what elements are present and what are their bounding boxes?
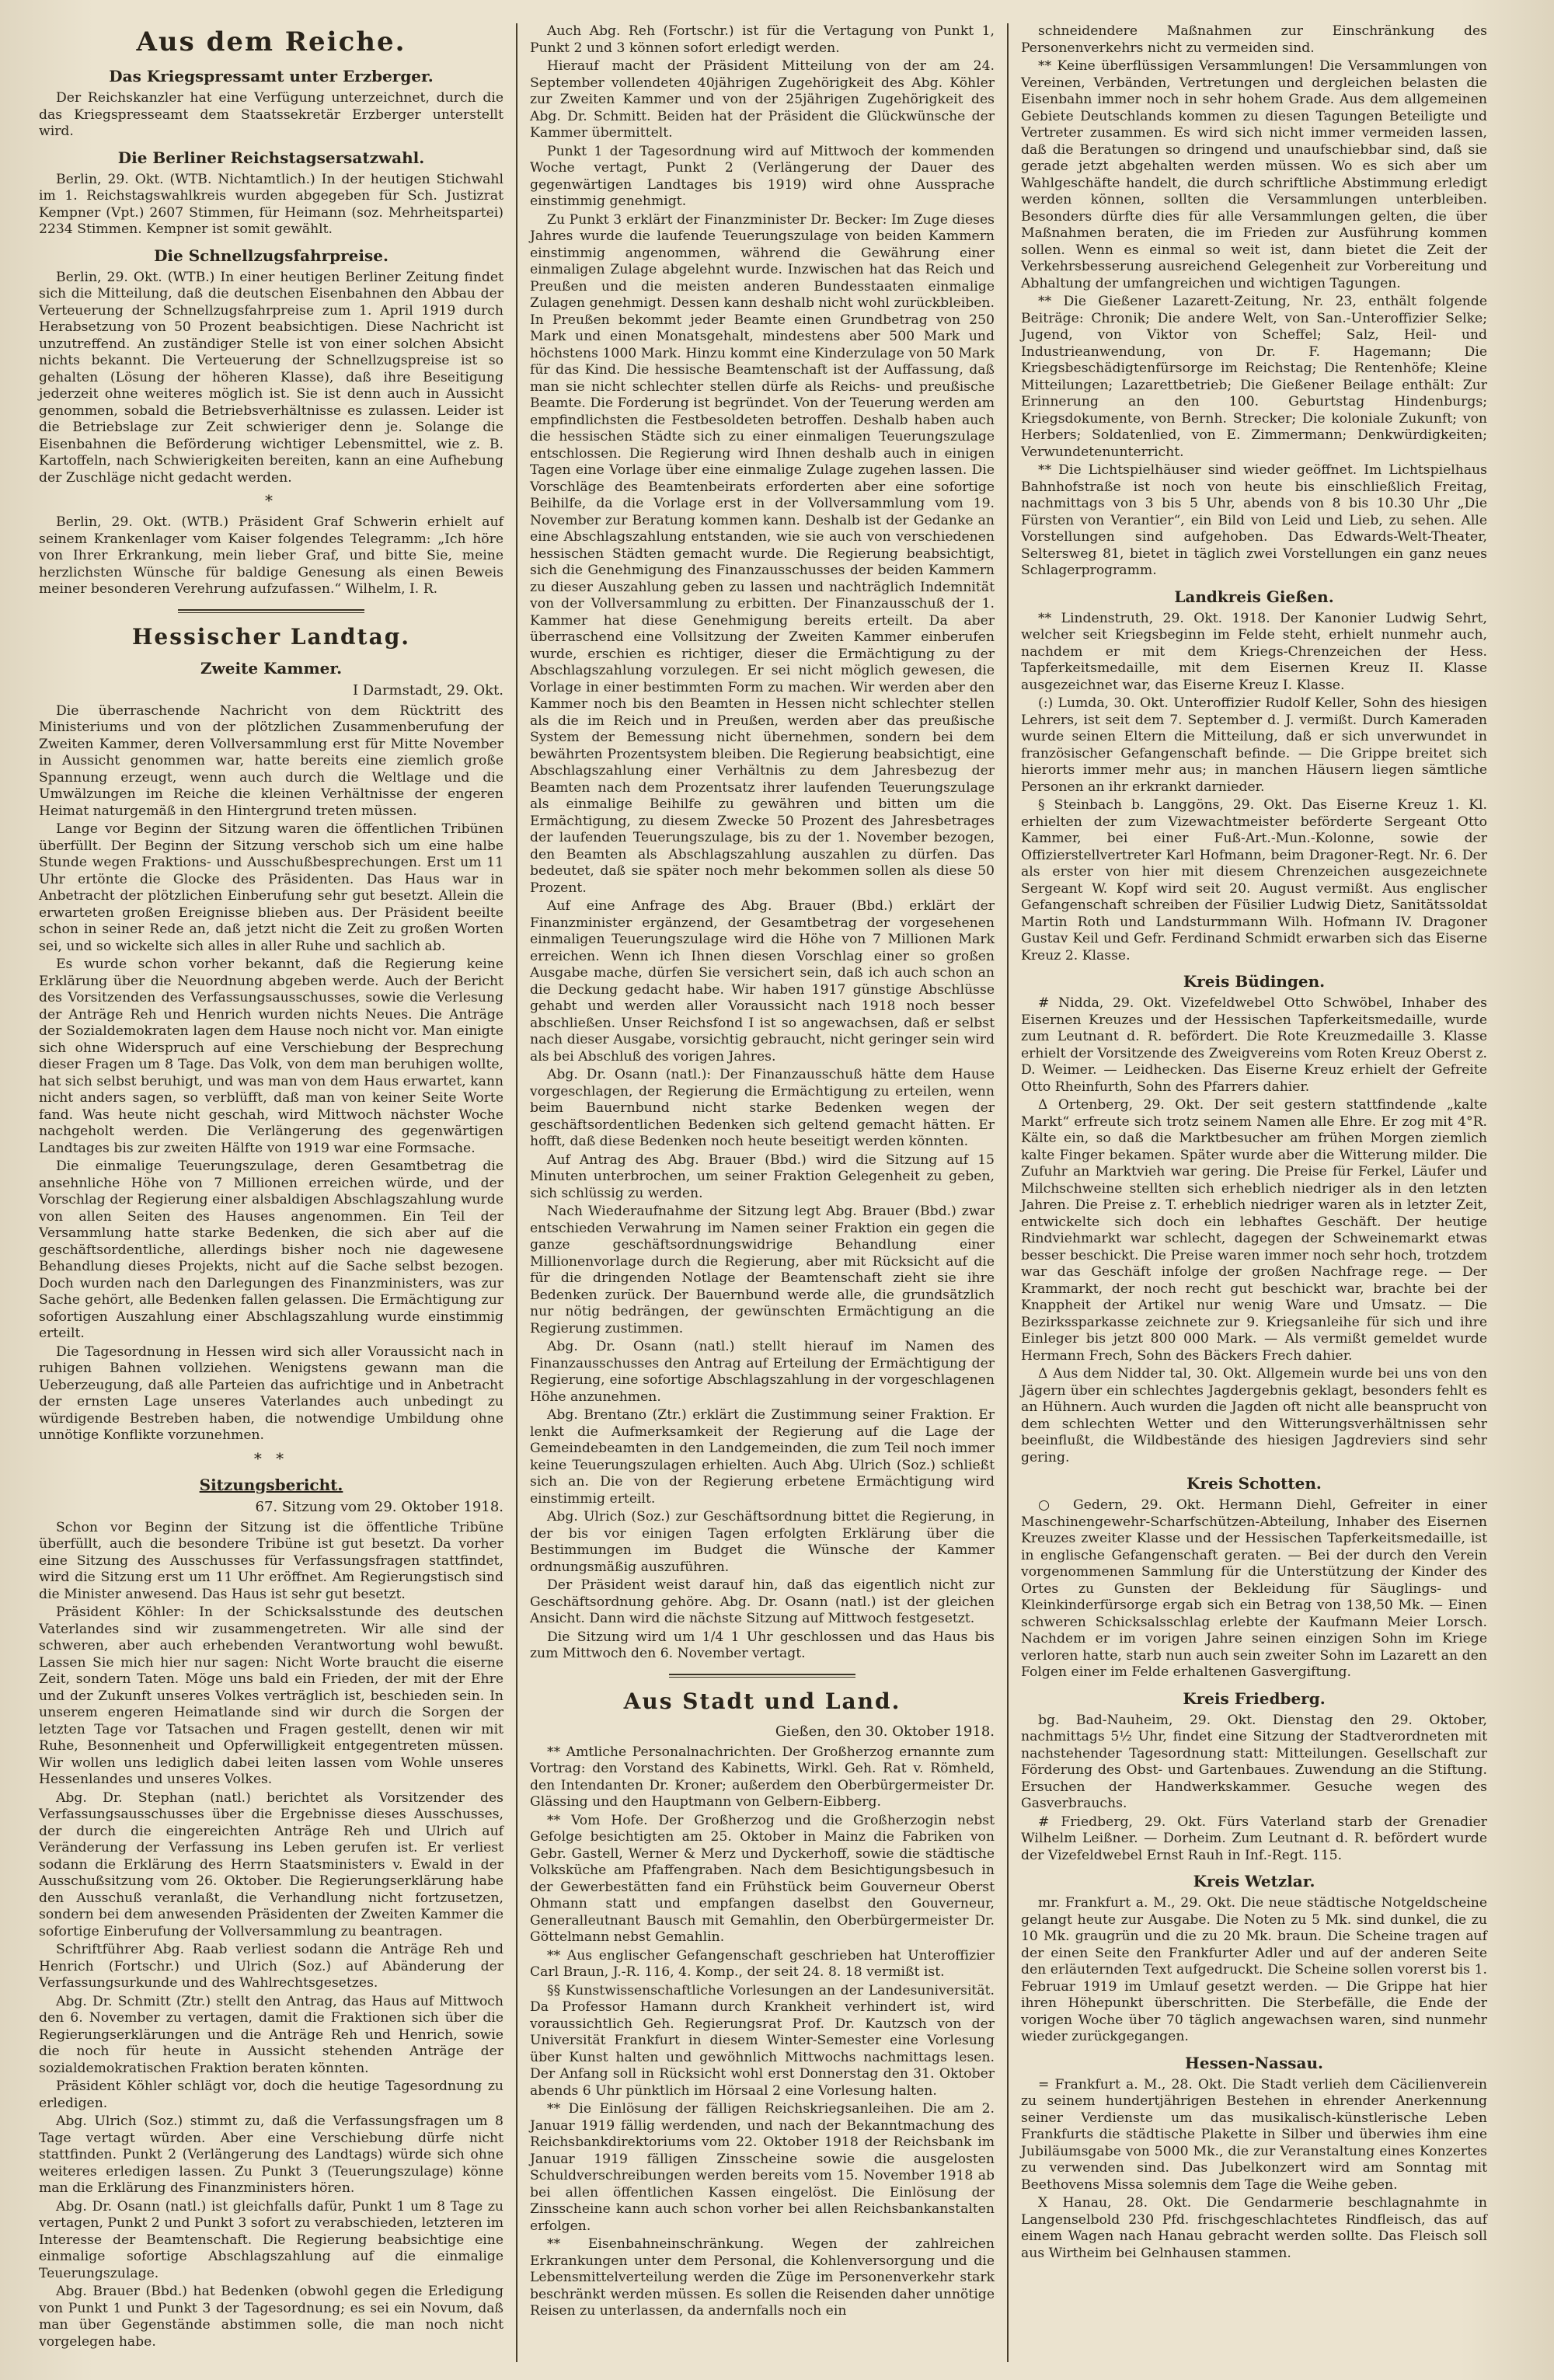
article-paragraph: Lange vor Beginn der Sitzung waren die öffentlichen Tribünen überfüllt. Der Beginn der Sitzung verschob sich um eine halbe Stunde wegen Fraktions- und Ausschußbesprechungen. Erst um 11 Uhr ertönte die Glocke des Präsidenten. Das Haus war in Anbetracht der plötzlichen Einberufung sehr gut besetzt. Allein die erwarteten großen Ereignisse blieben aus. Der Präsident beeilte schon in seiner Rede an, daß jetzt nicht die Zeit zu großen Worten sei, und so wickelte sich alles in aller Ruhe und sachlich ab.	[39, 821, 503, 954]
article-paragraph: Es wurde schon vorher bekannt, daß die Regierung keine Erklärung über die Neuordnung abgeben werde. Auch der Bericht des Vorsitzenden des Verfassungsausschusses, sowie die Verlesung der Anträge Reh und Henrich wurden nichts Neues. Die Anträge der Sozialdemokraten lagen dem Hause noch nicht vor. Man einigte sich ohne Widerspruch auf eine Verschiebung der Besprechung dieser Fragen um 8 Tage. Das Volk, von dem man beruhigen wollte, hat sich selbst beruhigt, und was man von dem Haus erwartet, kann nicht anders sagen, so verblüfft, daß man von keiner Seite Worte fand. Was heute nicht geschah, wird Mittwoch nächster Woche nachgeholt werden. Die Verlängerung des gegenwärtigen Landtages bis zur zweiten Hälfte von 1919 war eine Formsache.	[39, 957, 503, 1156]
article-paragraph: Die Tagesordnung in Hessen wird sich aller Voraussicht nach in ruhigen Bahnen vollziehen. Wenigstens gewann man die Ueberzeugung, daß alle Parteien das aufrichtige und in Anbetracht der ernsten Lage unseres Vaterlandes auch unbedingt zu würdigende Bestreben haben, die notwendige Umbildung ohne unnötige Konflikte vorzunehmen.	[39, 1343, 503, 1443]
subheading: Kreis Friedberg.	[1183, 1688, 1326, 1708]
article-paragraph: Abg. Ulrich (Soz.) stimmt zu, daß die Verfassungsfragen um 8 Tage vertagt würden. Aber eine Verschiebung dürfe nicht stattfinden. Punkt 2 (Verlängerung des Landtags) würde sich ohne weiteres erledigen lassen. Zu Punkt 3 (Teuerungszulage) könne man die Erklärung des Finanzministers hören.	[39, 2113, 503, 2196]
article-paragraph: Berlin, 29. Okt. (WTB.) Präsident Graf Schwerin erhielt auf seinem Krankenlager vom Kaiser folgendes Telegramm: „Ich höre von Ihrer Erkrankung, mein lieber Graf, und bitte Sie, meine herzlichsten Wünsche für baldige Genesung als einen Beweis meiner besonderen Verehrung aufzufassen.“ Wilhelm, I. R.	[39, 514, 503, 597]
article-paragraph: = Frankfurt a. M., 28. Okt. Die Stadt verlieh dem Cäcilienverein zu seinem hundertjährigen Bestehen in ehrender Anerkennung seiner Verdienste um das musikalisch-künstlerische Leben Frankfurts die städtische Plakette in Silber und überwies ihm eine Jubiläumsgabe von 5000 Mk., die zur Veranstaltung eines Konzertes zu verwenden sind. Das Jubelkonzert wird am Sonntag mit Beethovens Missa solemnis dem Tage die Weihe geben.	[1021, 2076, 1487, 2193]
subheading: Die Berliner Reichstagsersatzwahl.	[117, 148, 425, 167]
article-paragraph: Nach Wiederaufnahme der Sitzung legt Abg. Brauer (Bbd.) zwar entschieden Verwahrung im Namen seiner Fraktion ein gegen die ganze geschäftsordnungswidrige Behandlung einer Millionenvorlage durch die Regierung, aber mit Rücksicht auf die für die dringenden Notlage der Beamtenschaft zieht sie ihre Bedenken zurück. Der Bauernbund werde alle, die grundsätzlich nur nötig bedrängen, der gewünschten Ermächtigung an die Regierung zustimmen.	[530, 1204, 995, 1336]
article-paragraph: Der Präsident weist darauf hin, daß das eigentlich nicht zur Geschäftsordnung gehöre. Abg. Dr. Osann (natl.) ist der gleichen Ansicht. Dann wird die nächste Sitzung auf Mittwoch festgesetzt.	[530, 1577, 995, 1626]
article-paragraph: # Nidda, 29. Okt. Vizefeldwebel Otto Schwöbel, Inhaber des Eisernen Kreuzes und der Hessischen Tapferkeitsmedaille, wurde zum Leutnant d. R. befördert. Die Rote Kreuzmedaille 3. Klasse erhielt der Vorsitzende des Zweigvereins vom Roten Kreuz Oberst z. D. Weimer. — Leidhecken. Das Eiserne Kreuz erhielt der Gefreite Otto Rheinfurth, Sohn des Pfarrers dahier.	[1021, 995, 1487, 1095]
subheading: Kreis Büdingen.	[1183, 972, 1326, 991]
subheading: Kreis Schotten.	[1186, 1474, 1322, 1493]
article-paragraph: Abg. Dr. Stephan (natl.) berichtet als Vorsitzender des Verfassungsausschusses über die Ergebnisse dieses Ausschusses, der durch die eingereichten Anträge Reh und Ulrich auf Veränderung der Verfassung ins Leben gerufen ist. Er verliest sodann die Erklärung des Herrn Staatsministers v. Ewald in der Ausschußsitzung vom 26. Oktober. Die Regierungserklärung habe den Ausschuß veranlaßt, die Verhandlung nicht fortzusetzen, sondern bei dem anwesenden Präsidenten der Zweiten Kammer die sofortige Einberufung der Vollversammlung zu beantragen.	[39, 1789, 503, 1939]
article-paragraph: ** Die Lichtspielhäuser sind wieder geöffnet. Im Lichtspielhaus Bahnhofstraße ist noch von heute bis einschließlich Freitag, nachmittags von 3 bis 5 Uhr, abends von 8 bis 10.30 Uhr „Die Fürsten von Verantier“, ein Bild von Leid und Lieb, zu sehen. Alle Vorstellungen sind aufgehoben. Das Edwards-Welt-Theater, Seltersweg 81, bietet in täglich zwei Vorstellungen ein ganz neues Schlagerprogramm.	[1021, 462, 1487, 578]
article-paragraph: Δ Aus dem Nidder tal, 30. Okt. Allgemein wurde bei uns von den Jägern über ein schlechtes Jagdergebnis geklagt, besonders fehlt es an Hühnern. Auch wurden die Jagden oft nicht alle beansprucht von dem schlechten Wetter und den Witterungsverhältnissen sehr beeinflußt, die Wildbestände des hiesigen Jagdreviers sind sehr gering.	[1021, 1366, 1487, 1465]
divider-rule	[669, 1674, 855, 1678]
article-paragraph: ** Eisenbahneinschränkung. Wegen der zahlreichen Erkrankungen unter dem Personal, die Kohlenversorgung und die Lebensmittelverteilung werden die Züge im Personenverkehr stark beschränkt werden müssen. Es sollen die Reisenden daher unnötige Reisen zu unterlassen, da andernfalls noch ein	[530, 2236, 995, 2319]
article-paragraph: ** Die Einlösung der fälligen Reichskriegsanleihen. Die am 2. Januar 1919 fällig werdenden, und nach der Bekanntmachung des Reichsbankdirektoriums vom 22. Oktober 1918 der Reichsbank im Januar 1919 fälligen Zinsscheine sowie die ausgelosten Schuldverschreibungen werden bereits vom 15. November 1918 ab bei allen öffentlichen Kassen eingelöst. Die Einlösung der Zinsscheine kann auch schon vorher bei allen Reichsbankanstalten erfolgen.	[530, 2101, 995, 2234]
article-paragraph: Hierauf macht der Präsident Mitteilung von der am 24. September vollendeten 40jährigen Zugehörigkeit des Abg. Köhler zur Zweiten Kammer und von der 25jährigen Zugehörigkeit des Abg. Dr. Schmitt. Beiden hat der Präsident die Glückwünsche der Kammer übermittelt.	[530, 58, 995, 141]
article-paragraph: Berlin, 29. Okt. (WTB.) In einer heutigen Berliner Zeitung findet sich die Mitteilung, daß die deutschen Eisenbahnen den Abbau der Verteuerung der Schnellzugsfahrpreise zum 1. April 1919 durch Herabsetzung von 50 Prozent beabsichtigen. Diese Nachricht ist unzutreffend. An zuständiger Stelle ist von einer solchen Absicht nichts bekannt. Die Verteuerung der Schnellzugspreise ist so gehalten (Lösung der höheren Klasse), daß ihre Beseitigung jederzeit ohne weiteres möglich ist. Sie ist denn auch in Aussicht genommen, sobald die Betriebsverhältnisse es zulassen. Leider ist die Betriebslage zur Zeit schwieriger denn je. Solange die Eisenbahnen die Beförderung wichtiger Lebensmittel, wie z. B. Kartoffeln, nach Schwierigkeiten bereiten, kann an eine Aufhebung der Zuschläge nicht gedacht werden.	[39, 269, 503, 486]
article-paragraph: Abg. Dr. Osann (natl.) stellt hierauf im Namen des Finanzausschusses den Antrag auf Erteilung der Ermächtigung der Regierung, eine sofortige Abschlagszahlung in der vorgeschlagenen Höhe anzunehmen.	[530, 1339, 995, 1405]
article-paragraph: Zu Punkt 3 erklärt der Finanzminister Dr. Becker: Im Zuge dieses Jahres wurde die laufende Teuerungszulage von beiden Kammern einstimmig angenommen, während die Gewährung einer einmaligen Zulage abgelehnt wurde. Inzwischen hat das Reich und Preußen und die meisten anderen Bundesstaaten einmalige Zulagen genehmigt. Dessen kann deshalb nicht wohl zurückbleiben. In Preußen bekommt jeder Beamte einen Grundbetrag von 250 Mark und einen Monatsgehalt, mindestens aber 500 Mark und höchstens 1000 Mark. Hinzu kommt eine Kinderzulage von 50 Mark für das Kind. Die hessische Beamtenschaft ist der Auffassung, daß man sie nicht schlechter stellen dürfe als Reichs- und preußische Beamte. Die Forderung ist begründet. Von der Teuerung werden am empfindlichsten die Festbesoldeten betroffen. Deshalb haben auch die hessischen Städte sich zu einer einmaligen Teuerungszulage entschlossen. Die Regierung wird Ihnen deshalb auch in einigen Tagen eine Vorlage über eine einmalige Zulage zugehen lassen. Die Vorschläge des Beamtenbeirats erforderten aber eine sofortige Beihilfe, da die Vorlage erst in der Vollversammlung vom 19. November zur Beratung kommen kann. Deshalb ist der Gedanke an eine Abschlagszahlung entstanden, wie sie auch von verschiedenen hessischen Städten gemacht wurde. Die Regierung beabsichtigt, sich die Genehmigung des Finanzausschusses der beiden Kammern zu dieser Auszahlung geben zu lassen und nachträglich Indemnität von der Vollversammlung zu erbitten. Der Finanzausschuß der 1. Kammer hat diese Genehmigung bereits erteilt. Da aber überraschend eine Vollsitzung der Zweiten Kammer einberufen wurde, erschien es richtiger, dieser die Ermächtigung zu der Abschlagszahlung vorzulegen. Er sei nicht möglich gewesen, die Vorlage in einer bestimmten Form zu machen. Wir werden aber den Kammer noch bis den Beamten in Hessen nicht schlechter stellen als die im Reich und in Preußen, werden aber das preußische System der Bemessung nicht übernehmen, sondern bei dem bewährten Prozentsystem bleiben. Die Regierung beabsichtigt, eine Abschlagszahlung einer Verhältnis zu dem Jahresbezug der Beamten nach dem Prozentsatz ihrer laufenden Teuerungszulage als einmalige Beihilfe zu gewähren und bitten um die Ermächtigung, zu diesem Zwecke 50 Prozent des Jahresbetrages der laufenden Teuerungszulage, bis zu der 1. November bezogen, den Beamten als Abschlagszahlung auszahlen zu dürfen. Das bedeutet, daß sie später noch mehr bekommen sollen als diese 50 Prozent.	[530, 211, 995, 896]
article-paragraph: mr. Frankfurt a. M., 29. Okt. Die neue städtische Notgeldscheine gelangt heute zur Ausgabe. Die Noten zu 5 Mk. sind dunkel, die zu 10 Mk. graugrün und die zu 20 Mk. braun. Die Scheine tragen auf der einen Seite den Frankfurter Adler und auf der anderen Seite den erläuternden Text aufgedruckt. Die Scheine sollen vorerst bis 1. Februar 1919 im Umlauf gesetzt werden. — Die Grippe hat hier ihren Höhepunkt überschritten. Die Sterbefälle, die Ende der vorigen Woche über 70 täglich angewachsen waren, sind nunmehr wieder zurückgegangen.	[1021, 1895, 1487, 2044]
article-paragraph: Abg. Dr. Osann (natl.) ist gleichfalls dafür, Punkt 1 um 8 Tage zu vertagen, Punkt 2 und Punkt 3 sofort zu verabschieden, letzteren im Interesse der Beamtenschaft. Die Regierung beabsichtige eine einmalige sofortige Abschlagszahlung auf die einmalige Teuerungszulage.	[39, 2198, 503, 2281]
article-paragraph: Der Reichskanzler hat eine Verfügung unterzeichnet, durch die das Kriegspresseamt dem Staatssekretär Erzberger unterstellt wird.	[39, 90, 503, 139]
divider-rule	[178, 609, 364, 613]
subheading: Sitzungsbericht.	[199, 1475, 343, 1494]
article-paragraph: Abg. Dr. Schmitt (Ztr.) stellt den Antrag, das Haus auf Mittwoch den 6. November zu vertagen, damit die Fraktionen sich über die Regierungserklärungen und die Anträge Reh und Henrich, sowie die noch für heute in Aussicht stehenden Anträge der sozialdemokratischen Fraktion beraten könnten.	[39, 1993, 503, 2076]
article-paragraph: ** Lindenstruth, 29. Okt. 1918. Der Kanonier Ludwig Sehrt, welcher seit Kriegsbeginn im Felde steht, erhielt nunmehr auch, nachdem er mit dem Kriegs-Chrenzeichen der Hess. Tapferkeitsmedaille, mit dem Eisernen Kreuz II. Klasse ausgezeichnet war, das Eiserne Kreuz I. Klasse.	[1021, 610, 1487, 693]
subheading: Zweite Kammer.	[200, 658, 343, 678]
section-heading: Hessischer Landtag.	[131, 623, 411, 650]
section-separator: * *	[253, 1448, 289, 1468]
column-middle	[517, 23, 1009, 2362]
article-paragraph: Δ Ortenberg, 29. Okt. Der seit gestern stattfindende „kalte Markt“ erfreute sich trotz seinem Namen alle Ehre. Er zog mit 4°R. Kälte ein, so daß die Marktbesucher am frühen Morgen ziemlich kalte Finger bekamen. Später wurde aber die Witterung milder. Die Zufuhr an Marktvieh war gering. Die Preise für Ferkel, Läufer und Milchschweine stellten sich erheblich niedriger als in den letzten Jahren. Die Preise z. T. erheblich niedriger waren als in letzter Zeit, entwickelte sich doch ein lebhaftes Geschäft. Der heutige Rindviehmarkt war schlecht, dagegen der Schweinemarkt etwas besser beschickt. Die Preise waren immer noch sehr hoch, trotzdem war das Geschäft infolge der großen Nachfrage rege. — Der Krammarkt, der noch recht gut beschickt war, brachte bei der Knappheit der Artikel nur wenig Ware und Umsatz. — Die Bezirkssparkasse zeichnete zur 9. Kriegsanleihe für sich und ihre Einleger bis jetzt 800 000 Mark. — Als vermißt gemeldet wurde Hermann Frech, Sohn des Bäckers Frech dahier.	[1021, 1097, 1487, 1364]
article-paragraph: Auf Antrag des Abg. Brauer (Bbd.) wird die Sitzung auf 15 Minuten unterbrochen, um seiner Fraktion Gelegenheit zu geben, sich schlüssig zu werden.	[530, 1152, 995, 1201]
article-paragraph: # Friedberg, 29. Okt. Fürs Vaterland starb der Grenadier Wilhelm Leißner. — Dorheim. Zum Leutnant d. R. befördert wurde der Vizefeldwebel Ernst Rauh in Inf.-Regt. 115.	[1021, 1814, 1487, 1863]
subheading: Die Schnellzugsfahrpreise.	[154, 246, 388, 265]
article-paragraph: Auch Abg. Reh (Fortschr.) ist für die Vertagung von Punkt 1, Punkt 2 und 3 können sofort erledigt werden.	[530, 23, 995, 56]
article-paragraph: Abg. Dr. Osann (natl.): Der Finanzausschuß hätte dem Hause vorgeschlagen, der Regierung die Ermächtigung zu erteilen, wenn beim Bauernbund nicht starke Bedenken wegen der geschäftsordentlichen Bedenken sich geltend gemacht hätten. Er hofft, daß diese Bedenken noch heute beseitigt werden könnten.	[530, 1067, 995, 1149]
column-right	[1009, 23, 1500, 2362]
article-paragraph: Schon vor Beginn der Sitzung ist die öffentliche Tribüne überfüllt, auch die besondere Tribüne ist gut besetzt. Da vorher eine Sitzung des Ausschusses für Verfassungsfragen stattfindet, wird die Sitzung erst um 11 Uhr eröffnet. Am Regierungstisch sind die Minister anwesend. Das Haus ist sehr gut besetzt.	[39, 1519, 503, 1602]
article-paragraph: (:) Lumda, 30. Okt. Unteroffizier Rudolf Keller, Sohn des hiesigen Lehrers, ist seit dem 7. September d. J. vermißt. Durch Kameraden wurde seinen Eltern die Mitteilung, daß er sich unverwundet in französischer Gefangenschaft befinde. — Die Grippe breitet sich hierorts immer mehr aus; in manchen Häusern liegen sämtliche Personen an ihr erkrankt darnieder.	[1021, 695, 1487, 795]
article-paragraph: ** Amtliche Personalnachrichten. Der Großherzog ernannte zum Vortrag: den Vorstand des Kabinetts, Wirkl. Geh. Rat v. Römheld, den Intendanten Dr. Kroner; außerdem den Oberbürgermeister Dr. Glässing und den Hauptmann von Gelbern-Eibberg.	[530, 1744, 995, 1810]
article-paragraph: Berlin, 29. Okt. (WTB. Nichtamtlich.) In der heutigen Stichwahl im 1. Reichstagswahlkreis wurden abgegeben für Sch. Justizrat Kempner (Vpt.) 2607 Stimmen, für Heimann (soz. Mehrheitspartei) 2234 Stimmen. Kempner ist somit gewählt.	[39, 171, 503, 237]
column-grid	[26, 23, 1528, 2362]
column-left	[26, 23, 517, 2362]
dateline: Gießen, den 30. Oktober 1918.	[775, 1723, 995, 1740]
subheading: Kreis Wetzlar.	[1193, 1872, 1315, 1890]
article-paragraph: Präsident Köhler: In der Schicksalsstunde des deutschen Vaterlandes sind wir zusammengetreten. Wir alle sind der schweren, aber auch erhebenden Verantwortung wohl bewußt. Lassen Sie mich hier nur sagen: Nicht Worte braucht die eiserne Zeit, sondern Taten. Möge uns bald ein Frieden, der mit der Ehre und der Zukunft unseres Volkes verträglich ist, beschieden sein. In unserem engeren Heimatlande sind wir durch die Sorgen der letzten Tage vor Tatsachen und Fragen gestellt, denen wir mit Ruhe, Besonnenheit und Opferwilligkeit entgegentreten müssen. Wir wollen uns lediglich dabei leiten lassen vom Wohle unseres Hessenlandes und unseres Volkes.	[39, 1605, 503, 1787]
article-paragraph: ** Vom Hofe. Der Großherzog und die Großherzogin nebst Gefolge besichtigten am 25. Oktober in Mainz die Fabriken von Gebr. Gastell, Werner & Merz und Dyckerhoff, sowie die städtische Volksküche am Pfaffengraben. Nach dem Besichtigungsbesuch in der Gewerbestätten fand ein Frühstück beim Gouverneur Oberst Ohmann statt und empfangen daselbst den Gouverneur, Generalleutnant Bausch mit Gemahlin, den Oberbürgermeister Dr. Göttelmann nebst Gemahlin.	[530, 1812, 995, 1945]
article-paragraph: schneidendere Maßnahmen zur Einschränkung des Personenverkehrs nicht zu vermeiden sind.	[1021, 23, 1487, 56]
article-paragraph: Die Sitzung wird um 1/4 1 Uhr geschlossen und das Haus bis zum Mittwoch den 6. November vertagt.	[530, 1629, 995, 1661]
article-paragraph: bg. Bad-Nauheim, 29. Okt. Dienstag den 29. Oktober, nachmittags 5½ Uhr, findet eine Sitzung der Stadtverordneten mit nachstehender Tagesordnung statt: Mitteilungen. Gesellschaft zur Förderung des Obst- und Gartenbaues. Zuwendung an die Stiftung. Ersuchen der Handwerkskammer. Gesuche wegen des Gasverbrauchs.	[1021, 1712, 1487, 1811]
article-paragraph: Abg. Brauer (Bbd.) hat Bedenken (obwohl gegen die Erledigung von Punkt 1 und Punkt 3 der Tagesordnung; es sei ein Novum, daß man über Gegenstände abstimmen solle, die man noch nicht vorgelegen habe.	[39, 2284, 503, 2350]
article-paragraph: Präsident Köhler schlägt vor, doch die heutige Tagesordnung zu erledigen.	[39, 2079, 503, 2111]
section-heading: Aus Stadt und Land.	[623, 1688, 901, 1714]
article-paragraph: §§ Kunstwissenschaftliche Vorlesungen an der Landesuniversität. Da Professor Hamann durch Krankheit verhindert ist, wird voraussichtlich Geh. Regierungsrat Prof. Dr. Kautzsch von der Universität Frankfurt in diesem Winter-Semester eine Vorlesung über Kunst halten und gewöhnlich Mittwochs nachmittags lesen. Der Anfang soll in Rücksicht wohl erst Donnerstag den 31. Oktober abends 6 Uhr pünktlich im Hörsaal 2 eine Vorlesung halten.	[530, 1982, 995, 2099]
article-paragraph: Auf eine Anfrage des Abg. Brauer (Bbd.) erklärt der Finanzminister ergänzend, der Gesamtbetrag der vorgesehenen einmaligen Teuerungszulage wird die Höhe von 7 Millionen Mark erreichen. Wenn ich Ihnen diesen Vorschlag einer so großen Ausgabe mache, dürfen Sie versichert sein, daß ich auch schon an die Deckung gedacht habe. Wir haben 1917 günstige Abschlüsse gehabt und werden aller Voraussicht nach 1918 noch besser abschließen. Unser Reichsfond I ist so angewachsen, daß er selbst nach dieser Ausgabe, vorsichtig gebraucht, nicht geringer sein wird als bei Abschluß des vorigen Jahres.	[530, 898, 995, 1065]
article-paragraph: Die einmalige Teuerungszulage, deren Gesamtbetrag die ansehnliche Höhe von 7 Millionen erreichen würde, und der Vorschlag der Regierung einer alsbaldigen Abschlagszahlung wurde von allen Seiten des Hauses angenommen. Ein Teil der Versammlung hatte starke Bedenken, die sich aber auf die geschäftsordentliche, allerdings bisher noch nie dagewesene Behandlung dieses Projekts, nicht auf die Sache selbst bezogen. Doch wurden nach den Darlegungen des Finanzministers, was zur Sache gehört, alle Bedenken fallen gelassen. Die Ermächtigung zur sofortigen Auszahlung einer Abschlagszahlung wurde einstimmig erteilt.	[39, 1159, 503, 1341]
article-paragraph: X Hanau, 28. Okt. Die Gendarmerie beschlagnahmte in Langenselbold 230 Pfd. frischgeschlachtetes Rindfleisch, das auf einem Wagen nach Hanau gebracht werden sollte. Das Fleisch soll aus Wirtheim bei Gelnhausen stammen.	[1021, 2195, 1487, 2261]
article-paragraph: Schriftführer Abg. Raab verliest sodann die Anträge Reh und Henrich (Fortschr.) und Ulrich (Soz.) auf Abänderung der Verfassungsurkunde und des Wahlrechtsgesetzes.	[39, 1942, 503, 1991]
subheading: Landkreis Gießen.	[1174, 587, 1334, 606]
subheading: Das Kriegspressamt unter Erzberger.	[109, 67, 434, 85]
section-separator: *	[265, 491, 277, 510]
article-paragraph: Die überraschende Nachricht von dem Rücktritt des Ministeriums und von der plötzlichen Zusammenberufung der Zweiten Kammer, deren Vollversammlung erst für Mitte November in Aussicht genommen war, hatte bereits eine ziemlich große Spannung erzeugt, wenn auch durch die Weltlage und die Umwälzungen im Reiche die kleinen Verhältnisse der engeren Heimat naturgemäß in den Hintergrund treten müssen.	[39, 702, 503, 819]
article-paragraph: Abg. Brentano (Ztr.) erklärt die Zustimmung seiner Fraktion. Er lenkt die Aufmerksamkeit der Regierung auf die Lage der Gemeindebeamten in den Landgemeinden, die zum Teil noch immer keine Teuerungszulagen erhielten. Auch Abg. Ulrich (Soz.) schließt sich an. Die von der Regierung erbetene Ermächtigung wird einstimmig erteilt.	[530, 1407, 995, 1507]
article-paragraph: Abg. Ulrich (Soz.) zur Geschäftsordnung bittet die Regierung, in der bis vor einigen Tagen erfolgten Erklärung über die Bestimmungen im Budget die Wünsche der Kammer ordnungsmäßig auszuführen.	[530, 1509, 995, 1575]
dateline: 67. Sitzung vom 29. Oktober 1918.	[255, 1498, 503, 1515]
article-paragraph: Punkt 1 der Tagesordnung wird auf Mittwoch der kommenden Woche vertagt, Punkt 2 (Verlängerung der Dauer des gegenwärtigen Landtages bis 1919) wird ohne Aussprache einstimmig genehmigt.	[530, 143, 995, 209]
article-paragraph: ○ Gedern, 29. Okt. Hermann Diehl, Gefreiter in einer Maschinengewehr-Scharfschützen-Abteilung, Inhaber des Eisernen Kreuzes zweiter Klasse und der Hessischen Tapferkeitsmedaille, ist in englische Gefangenschaft geraten. — Bei der durch den Verein vorgenommenen Sammlung für die Unterstützung der Kinder des Ortes zu Gunsten der Bekleidung für Säuglings- und Kleinkinderfürsorge ergab sich ein Betrag von 138,50 Mk. — Einen schweren Schicksalsschlag erlebte der Kaufmann Meier Lorsch. Nachdem er im vorigen Jahre seinen einzigen Sohn im Kriege verloren hatte, starb nun auch sein zweiter Sohn im Lazarett an den Folgen einer im Felde erhaltenen Gasvergiftung.	[1021, 1497, 1487, 1680]
article-paragraph: § Steinbach b. Langgöns, 29. Okt. Das Eiserne Kreuz 1. Kl. erhielten der zum Vizewachtmeister beförderte Sergeant Otto Kammer, bei einer Fuß-Art.-Mun.-Kolonne, sowie der Offizierstellvertreter Karl Hofmann, beim Dragoner-Regt. Nr. 6. Der als erster von hier mit diesem Chrenzeichen ausgezeichnete Sergeant W. Kopf wird seit 20. August vermißt. Aus englischer Gefangenschaft schreiben der Füsilier Ludwig Dietz, Sanitätssoldat Martin Roth und Landsturmmann Wilh. Hofmann IV. Dragoner Gustav Keil und Gefr. Ferdinand Schmidt erwarben sich das Eiserne Kreuz 2. Klasse.	[1021, 797, 1487, 963]
article-paragraph: ** Keine überflüssigen Versammlungen! Die Versammlungen von Vereinen, Verbänden, Vertretungen und dergleichen belasten die Eisenbahn immer noch in sehr hohem Grade. Aus dem allgemeinen Gebiete Deutschlands kommen zu diesen Tagungen Beteiligte und Vertreter zusammen. Es wird sich nicht immer vermeiden lassen, daß die Beratungen so dringend und unaufschiebbar sind, daß sie gerade jetzt abgehalten werden müssen. Wo es sich aber um Wahlgeschäfte handelt, die durch schriftliche Abstimmung erledigt werden können, sollten die Versammlungen unterbleiben. Besonders dürfte dies für alle Versammlungen gelten, die über Maßnahmen beraten, die im Frieden zur Ausführung kommen sollen. Wenn es einmal so weit ist, dann bietet die Zeit der Verkehrsbesserung ausreichend Gelegenheit zur Vorbereitung und Abhaltung der umfangreichen und wichtigen Tagungen.	[1021, 58, 1487, 291]
section-heading: Aus dem Reiche.	[136, 26, 406, 57]
article-paragraph: ** Aus englischer Gefangenschaft geschrieben hat Unteroffizier Carl Braun, J.-R. 116, 4. Komp., der seit 24. 8. 18 vermißt ist.	[530, 1947, 995, 1980]
dateline: I Darmstadt, 29. Okt.	[352, 681, 503, 699]
subheading: Hessen-Nassau.	[1185, 2053, 1323, 2072]
article-paragraph: ** Die Gießener Lazarett-Zeitung, Nr. 23, enthält folgende Beiträge: Chronik; Die andere Welt, von San.-Unteroffizier Selke; Jugend, von Viktor von Scheffel; Salz, Heil- und Industrieanwendung, von Dr. F. Hagemann; Die Kriegsbeschädigtenfürsorge im Reichstag; Die Rentenhöfe; Kleine Mitteilungen; Lazarettbetrieb; Die Gießener Beilage enthält: Zur Erinnerung an den 100. Geburtstag Hindenburgs; Kriegsdokumente, von Bernh. Strecker; Die koloniale Zukunft; von Herbers; Soldatenlied, von E. Zimmermann; Denkwürdigkeiten; Verwundetenunterricht.	[1021, 294, 1487, 460]
